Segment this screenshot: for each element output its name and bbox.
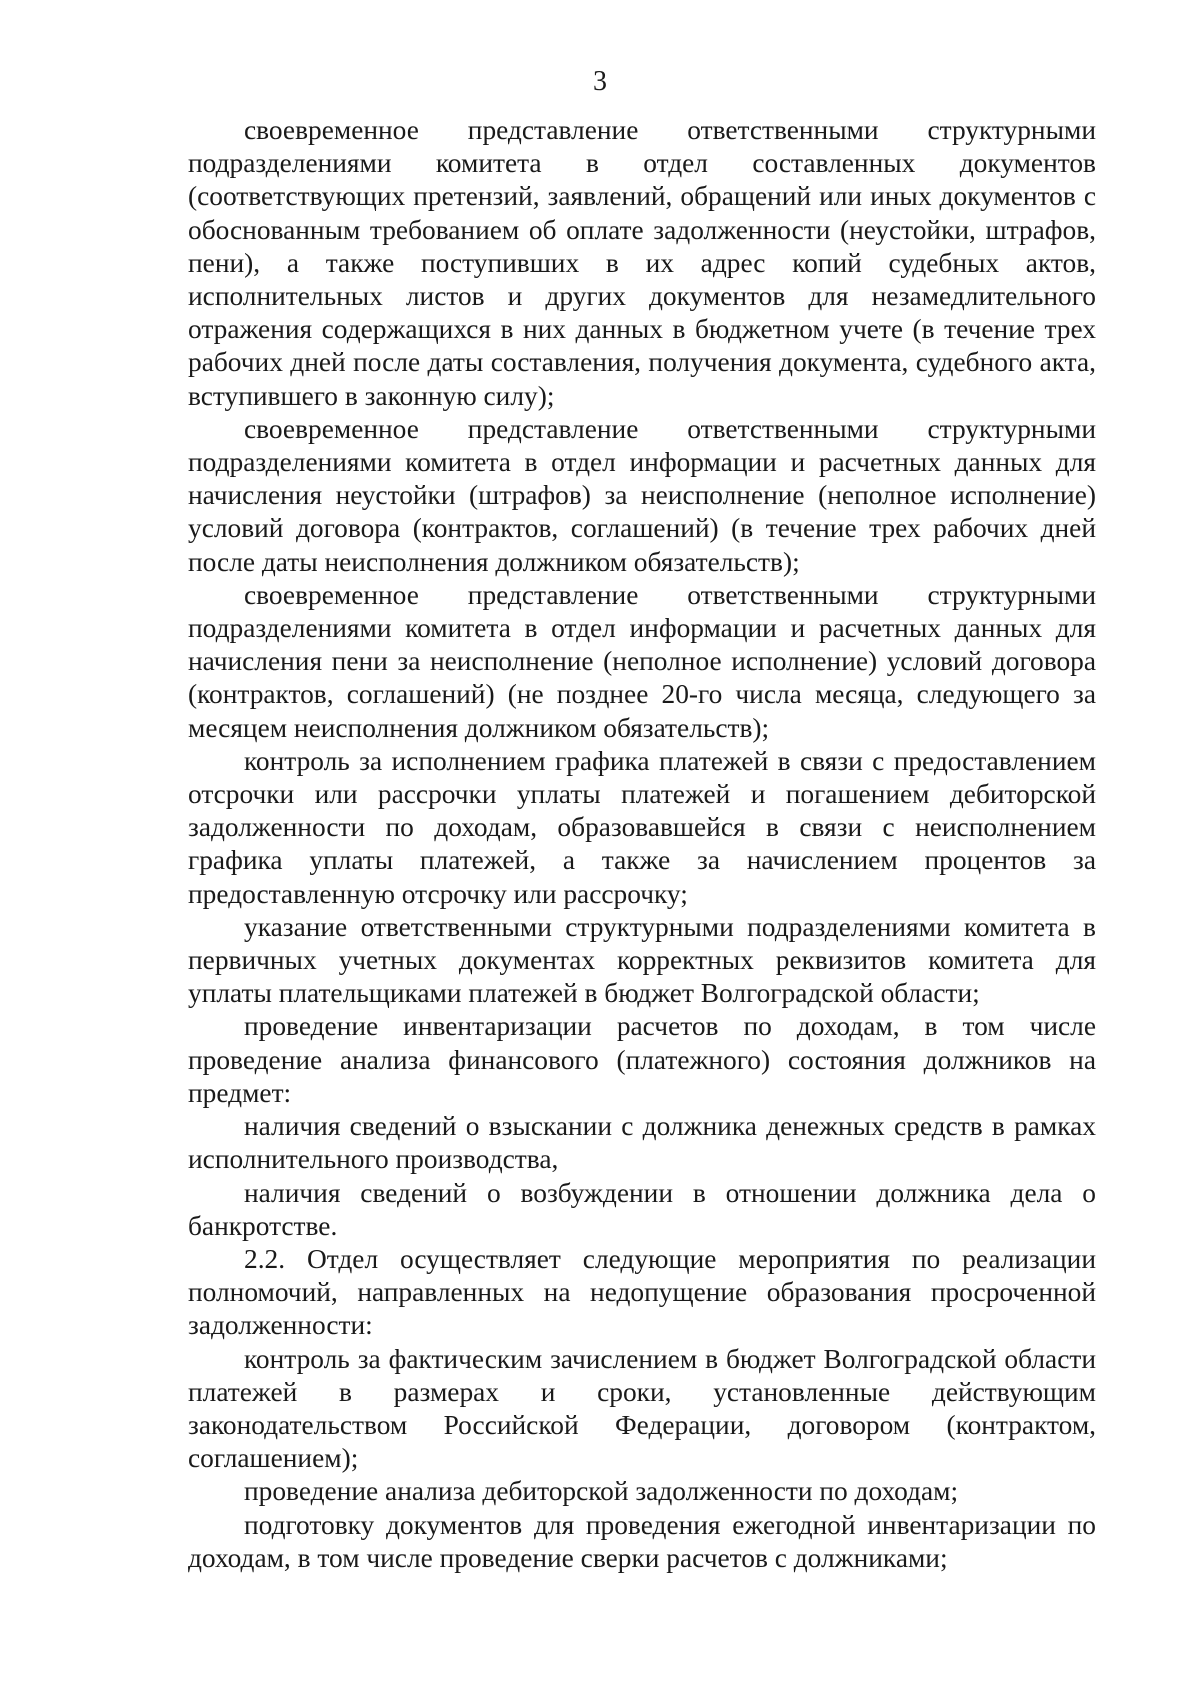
paragraph: своевременное представление ответственными структурными подразделениями комитета в отдел составленных документов (соответствующих претензий, заявлений, обращений или иных документов с обоснованным требованием об оплате задолженности (неустойки, штрафов, пени), а также поступивших в их адрес копий судебных актов, исполнительных листов и других документов для незамедлительного отражения содержащихся в них данных в бюджетном учете (в течение трех рабочих дней после даты составления, получения документа, судебного акта, вступившего в законную силу); [188,115,1096,411]
paragraph: наличия сведений о возбуждении в отношении должника дела о банкротстве. [188,1177,1096,1241]
page-number: 3 [593,66,607,97]
paragraph: подготовку документов для проведения ежегодной инвентаризации по доходам, в том числе проведение сверки расчетов с должниками; [188,1509,1096,1573]
section-paragraph: 2.2. Отдел осуществляет следующие мероприятия по реализации полномочий, направленных на недопущение образования просроченной задолженности: [188,1243,1096,1341]
document-body [188,114,1096,1575]
paragraph: своевременное представление ответственными структурными подразделениями комитета в отдел информации и расчетных данных для начисления пени за неисполнение (неполное исполнение) условий договора (контрактов, соглашений) (не позднее 20-го числа месяца, следующего за месяцем неисполнения должником обязательств); [188,579,1096,743]
paragraph: проведение инвентаризации расчетов по доходам, в том числе проведение анализа финансового (платежного) состояния должников на предмет: [188,1011,1096,1108]
paragraph: контроль за исполнением графика платежей в связи с предоставлением отсрочки или рассрочки уплаты платежей и погашением дебиторской задолженности по доходам, образовавшейся в связи с неисполнением графика уплаты платежей, а также за начислением процентов за предоставленную отсрочку или рассрочку; [188,745,1096,909]
paragraph: проведение анализа дебиторской задолженности по доходам; [244,1476,959,1507]
paragraph: контроль за фактическим зачислением в бюджет Волгоградской области платежей в размерах и сроки, установленные действующим законодательством Российской Федерации, договором (контрактом, соглашением); [188,1343,1096,1474]
paragraph: указание ответственными структурными подразделениями комитета в первичных учетных документах корректных реквизитов комитета для уплаты плательщиками платежей в бюджет Волгоградской области; [188,911,1096,1009]
paragraph: наличия сведений о взыскании с должника денежных средств в рамках исполнительного производства, [188,1111,1096,1175]
paragraph: своевременное представление ответственными структурными подразделениями комитета в отдел информации и расчетных данных для начисления неустойки (штрафов) за неисполнение (неполное исполнение) условий договора (контрактов, соглашений) (в течение трех рабочих дней после даты неисполнения должником обязательств); [188,413,1096,577]
